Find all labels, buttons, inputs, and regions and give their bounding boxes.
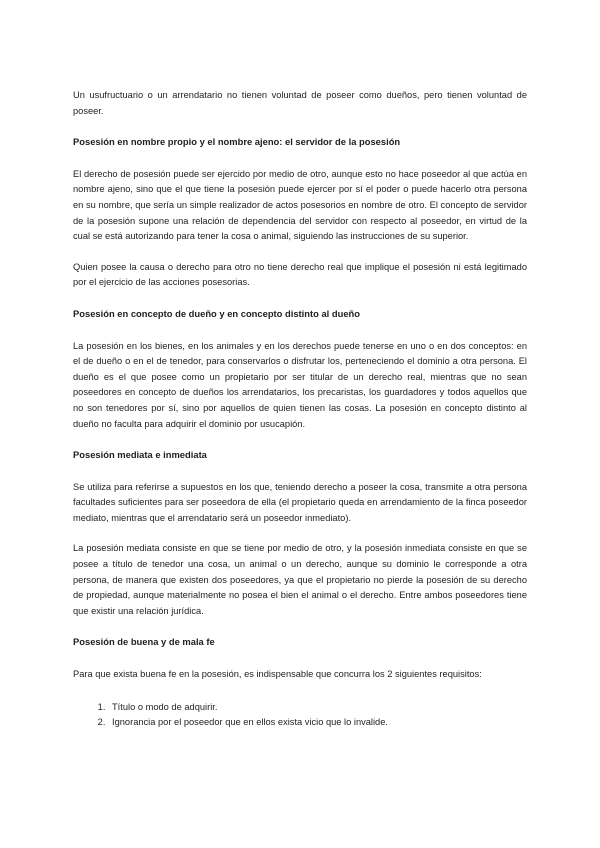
paragraph-posee-para-otro: Quien posee la causa o derecho para otro no tiene derecho real que implique el posesión ni está legitimado por el ejercicio de las acciones posesorias.	[73, 261, 527, 288]
list-item: 1. Título o modo de adquirir.	[108, 700, 527, 716]
section-heading-servidor-posesion: Posesión en nombre propio y el nombre ajeno: el servidor de la posesión	[73, 136, 401, 148]
list-item: 2. Ignorancia por el poseedor que en ellos exista vicio que lo invalide.	[108, 715, 527, 731]
paragraph-requisitos: Para que exista buena fe en la posesión, es indispensable que concurra los 2 siguientes requisitos:	[73, 669, 482, 680]
paragraph-concepto-dueno: La posesión en los bienes, en los animales y en los derechos puede tenerse en uno o en dos conceptos: en el de dueño o en el de tenedor, para conservarlos o disfrutar los, perteneciendo el dominio a otra persona. El dueño es el que posee como un propietario por ser titular de un derecho real, mientras que no sean poseedores en concepto de dueños los arrendatarios, los precaristas, los guardadores y todos aquellos que no son tenedores por sí, sino por aquellos de quien tienen las cosas. La posesión en concepto distinto al dueño no faculta para adquirir el dominio por usucapión.	[73, 340, 527, 429]
requirements-list	[73, 700, 527, 732]
section-heading-mediata-inmediata: Posesión mediata e inmediata	[73, 449, 207, 461]
paragraph-servidor-posesion: El derecho de posesión puede ser ejercido por medio de otro, aunque esto no hace poseedor al que actúa en nombre ajeno, sino que el que tiene la posesión puede ejercer por sí el poder o puede hacerlo otra persona en su nombre, que sería un simple realizador de actos posesorios en nombre de otro. El concepto de servidor de la posesión supone una relación de dependencia del servidor con respecto al poseedor, en virtud de la cual se está autorizando para tener la cosa o animal, siguiendo las instrucciones de su superior.	[73, 168, 527, 242]
section-heading-buena-mala-fe: Posesión de buena y de mala fe	[73, 636, 215, 648]
paragraph-supuestos: Se utiliza para referirse a supuestos en los que, teniendo derecho a poseer la cosa, transmite a otra persona facultades suficientes para ser poseedora de ella (el propietario queda en arrendamiento de la finca poseedor mediato, mientras que el arrendatario será un poseedor inmediato).	[73, 481, 527, 523]
section-heading-concepto-dueno: Posesión en concepto de dueño y en concepto distinto al dueño	[73, 307, 361, 319]
intro-paragraph: Un usufructuario o un arrendatario no tienen voluntad de poseer como dueños, pero tienen voluntad de poseer.	[73, 90, 527, 116]
paragraph-mediata-inmediata: La posesión mediata consiste en que se tiene por medio de otro, y la posesión inmediata consiste en que se posee a título de tenedor una cosa, un animal o un derecho, aunque su dominio le corresponde a otra persona, de manera que existen dos poseedores, ya que el propietario no pierde la posesión de su derecho de propiedad, aunque materialmente no posea el bien el animal o el derecho. Entre ambos poseedores tiene que existir una relación jurídica.	[73, 543, 527, 616]
